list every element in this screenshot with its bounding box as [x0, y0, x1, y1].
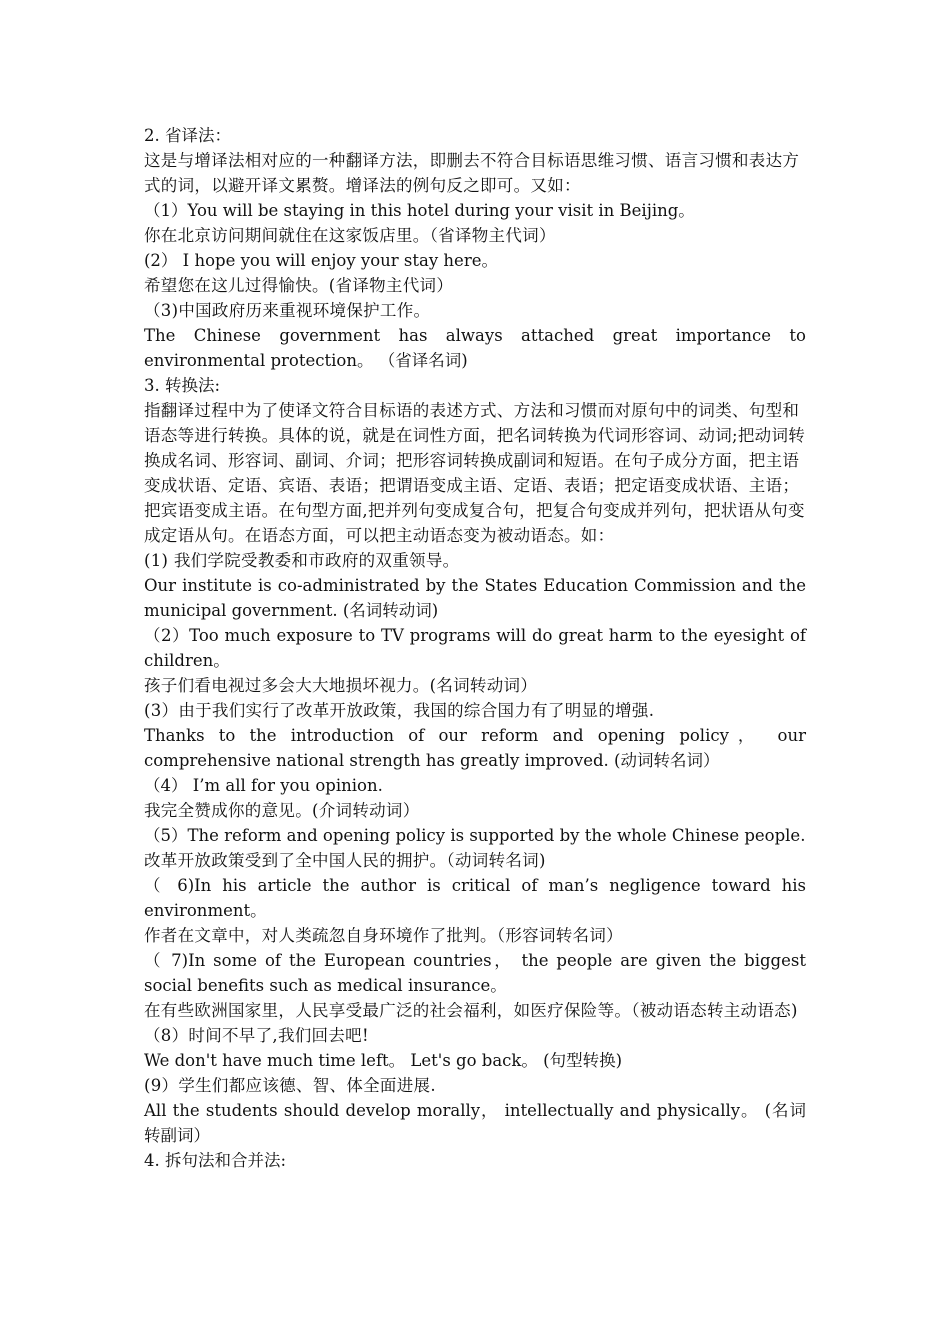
- paragraph-omission-intro: 这是与增译法相对应的一种翻译方法，即删去不符合目标语思维习惯、语言习惯和表达方式的词，以避开译文累赘。增译法的例句反之即可。又如：: [144, 151, 800, 195]
- conversion-example-8-english: We don't have much time left。 Let's go back。 (句型转换): [144, 1051, 623, 1070]
- conversion-example-8-chinese: （8）时间不早了,我们回去吧!: [144, 1026, 369, 1045]
- conversion-example-1-chinese: (1) 我们学院受教委和市政府的双重领导。: [144, 551, 460, 570]
- conversion-example-4-chinese: 我完全赞成你的意见。(介词转动词）: [144, 801, 420, 820]
- document-page: [144, 123, 806, 1173]
- conversion-example-3-english: Thanks to the introduction of our reform and opening policy， our comprehensive national strength has greatly improved. (动词转名词）: [144, 726, 806, 770]
- section-heading-conversion: 3. 转换法:: [144, 376, 221, 395]
- example-1-english: （1）You will be staying in this hotel during your visit in Beijing。: [144, 201, 695, 220]
- paragraph-conversion-intro: 指翻译过程中为了使译文符合目标语的表述方式、方法和习惯而对原句中的词类、句型和语态等进行转换。具体的说，就是在词性方面，把名词转换为代词形容词、动词;把动词转换成名词、形容词、副词、介词；把形容词转换成副词和短语。在句子成分方面，把主语变成状语、定语、宾语、表语；把谓语变成主语、定语、表语；把定语变成状语、主语；把宾语变成主语。在句型方面,把并列句变成复合句，把复合句变成并列句，把状语从句变成定语从句。在语态方面，可以把主动语态变为被动语态。如：: [144, 401, 806, 545]
- conversion-example-7-chinese: 在有些欧洲国家里，人民享受最广泛的社会福利，如医疗保险等。（被动语态转主动语态): [144, 1001, 798, 1020]
- example-1-chinese: 你在北京访问期间就住在这家饭店里。（省译物主代词）: [144, 226, 556, 245]
- section-heading-omission: 2. 省译法：: [144, 126, 231, 145]
- conversion-example-3-chinese: (3）由于我们实行了改革开放政策，我国的综合国力有了明显的增强.: [144, 701, 655, 720]
- conversion-example-2-chinese: 孩子们看电视过多会大大地损坏视力。(名词转动词）: [144, 676, 538, 695]
- example-2-chinese: 希望您在这儿过得愉快。(省译物主代词）: [144, 276, 454, 295]
- conversion-example-5-english: （5）The reform and opening policy is supported by the whole Chinese people.: [144, 826, 806, 845]
- example-3-chinese: （3)中国政府历来重视环境保护工作。: [144, 301, 431, 320]
- conversion-example-7-english: （ 7)In some of the European countries， the people are given the biggest social benefits such as medical insurance。: [144, 951, 806, 995]
- conversion-example-9-chinese: (9）学生们都应该德、智、体全面进展.: [144, 1076, 436, 1095]
- conversion-example-9-english: All the students should develop morally， intellectually and physically。 (名词转副词）: [144, 1101, 806, 1145]
- conversion-example-6-english: （ 6)In his article the author is critical of man’s negligence toward his environment。: [144, 876, 806, 920]
- example-2-english: (2） I hope you will enjoy your stay here。: [144, 251, 498, 270]
- conversion-example-5-chinese: 改革开放政策受到了全中国人民的拥护。（动词转名词): [144, 851, 546, 870]
- conversion-example-4-english: （4） I’m all for you opinion.: [144, 776, 383, 795]
- conversion-example-2-english: （2）Too much exposure to TV programs will do great harm to the eyesight of children。: [144, 626, 806, 670]
- conversion-example-1-english: Our institute is co-administrated by the States Education Commission and the municipal government. (名词转动词): [144, 576, 806, 620]
- section-heading-split-merge: 4. 拆句法和合并法:: [144, 1151, 287, 1170]
- conversion-example-6-chinese: 作者在文章中，对人类疏忽自身环境作了批判。（形容词转名词）: [144, 926, 623, 945]
- example-3-english: The Chinese government has always attached great importance to environmental protection。 （省译名词): [144, 326, 806, 370]
